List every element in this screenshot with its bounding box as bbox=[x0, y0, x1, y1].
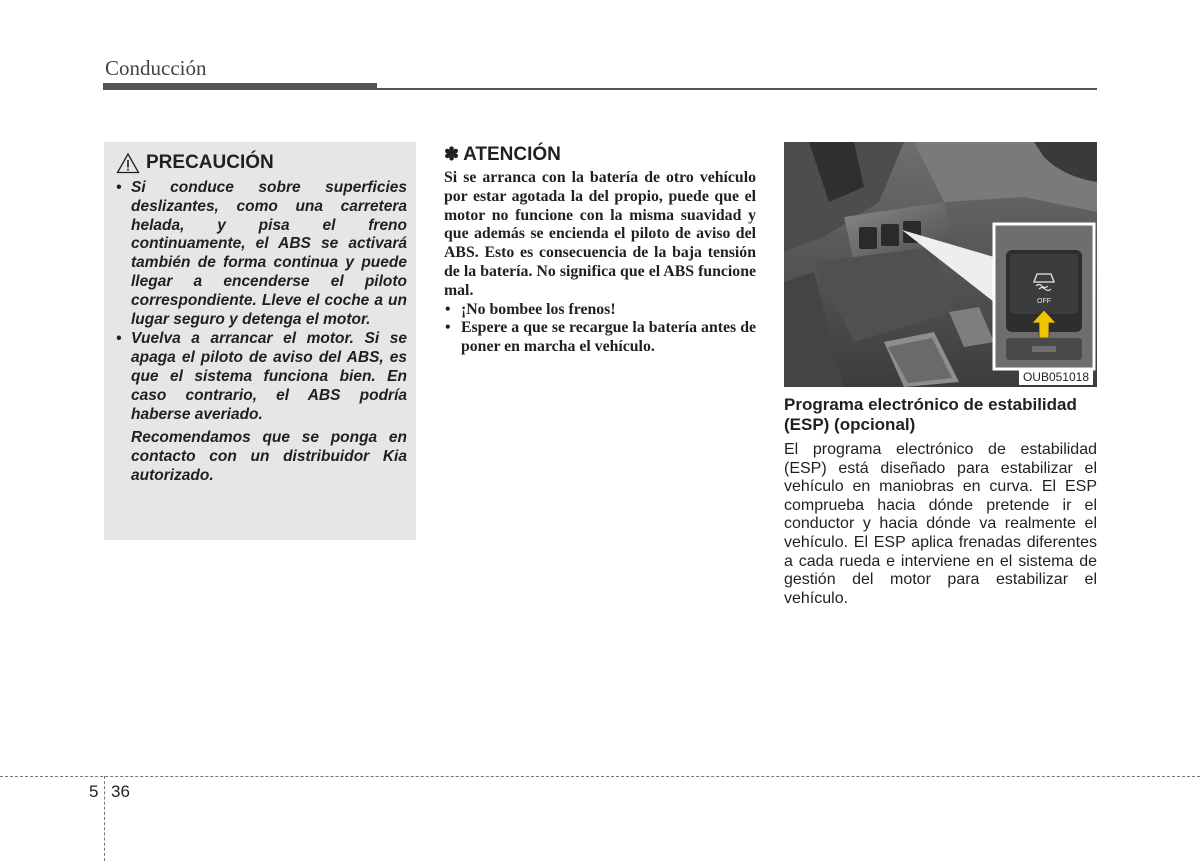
bullet: • bbox=[445, 300, 451, 318]
attention-item bbox=[444, 301, 756, 320]
esp-body: El programa electrónico de estabilidad (ESP) está diseñado para estabilizar el vehículo en maniobras en curva. El ESP comprueba hacia dónde pretende ir el conductor y hacia dónde va realmente el vehículo. El ESP aplica frenadas diferentes a cada rueda e interviene en el sistema de gestión del motor para estabilizar el vehículo. bbox=[784, 441, 1097, 607]
attention-body: Si se arranca con la batería de otro vehículo por estar agotada la del propio, puede que el motor no funcione con la misma suavidad y que además se encienda el piloto de aviso del ABS. Esto es consecuencia de la baja tensión de la batería. No significa que el ABS funcione mal. bbox=[444, 169, 756, 299]
caution-box bbox=[104, 142, 416, 540]
attention-list bbox=[444, 301, 756, 357]
caution-note: Recomendamos que se ponga en contacto con un distribuidor Kia autorizado. bbox=[131, 429, 407, 484]
esp-switch-figure bbox=[784, 142, 1097, 387]
attention-section bbox=[444, 142, 756, 357]
caution-list bbox=[116, 179, 407, 424]
asterisk-icon: ✽ bbox=[444, 144, 460, 164]
bullet: • bbox=[116, 330, 122, 348]
switch-off-label: OFF bbox=[1037, 298, 1051, 305]
attention-heading-text: ATENCIÓN bbox=[463, 144, 561, 165]
page-header-title: Conducción bbox=[105, 56, 207, 80]
attention-heading bbox=[444, 142, 756, 167]
caution-item bbox=[116, 179, 407, 329]
attention-item bbox=[444, 319, 756, 357]
caution-heading-text: PRECAUCIÓN bbox=[146, 152, 274, 173]
attention-item-text: ¡No bombee los frenos! bbox=[461, 300, 616, 318]
caution-heading bbox=[116, 152, 407, 174]
bullet: • bbox=[445, 319, 451, 337]
header-rule-thin bbox=[103, 88, 1097, 90]
attention-item-text: Espere a que se recargue la batería antes de poner en marcha el vehículo. bbox=[461, 319, 756, 356]
footer-vrule bbox=[104, 776, 105, 861]
dashboard-illustration bbox=[784, 142, 1097, 387]
warning-triangle-icon bbox=[116, 152, 140, 174]
caution-item-text: Si conduce sobre superficies deslizantes, como una carretera helada, y pisa el freno continuamente, el ABS se activará también de forma continua y puede llegar a encenderse el piloto correspondiente. Lleve el coche a un lugar seguro y detenga el motor. bbox=[131, 179, 407, 328]
esp-heading: Programa electrónico de estabilidad (ESP) (opcional) bbox=[784, 395, 1077, 434]
footer-chapter-number: 5 bbox=[89, 782, 99, 801]
caution-item-text: Vuelva a arrancar el motor. Si se apaga el piloto de aviso del ABS, es que el sistema funciona bien. En caso contrario, el ABS podría haberse averiado. bbox=[131, 330, 407, 423]
figure-code: OUB051018 bbox=[1019, 369, 1093, 385]
bullet: • bbox=[116, 179, 122, 196]
footer-rule bbox=[0, 776, 1200, 777]
caution-item bbox=[116, 330, 407, 424]
footer-page-number: 36 bbox=[111, 782, 130, 801]
